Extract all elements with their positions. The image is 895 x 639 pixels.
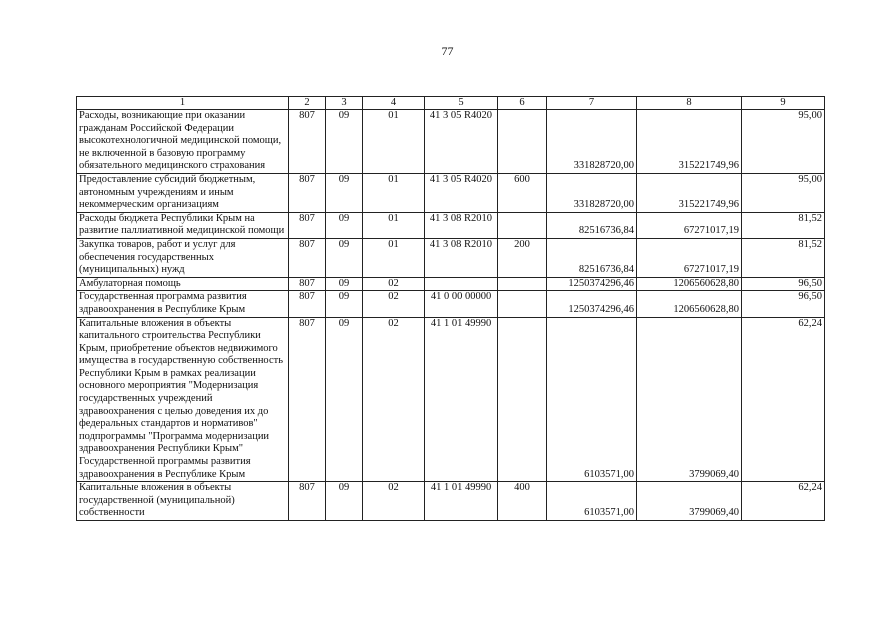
execution-percent: 81,52 [742,238,825,277]
column-header: 2 [289,97,326,110]
ministry-code: 807 [289,110,326,174]
section-code: 09 [326,238,363,277]
section-code: 09 [326,482,363,521]
section-code: 09 [326,173,363,212]
ministry-code: 807 [289,482,326,521]
target-article-code: 41 0 00 00000 [425,291,498,317]
page-number: 77 [441,44,454,58]
column-header: 5 [425,97,498,110]
executed-amount: 1206560628,80 [637,277,742,291]
row-name: Расходы бюджета Республики Крым на развитие паллиативной медицинской помощи [77,212,289,238]
budget-table [76,96,825,521]
column-header: 8 [637,97,742,110]
table-row [77,277,825,291]
table-row [77,291,825,317]
row-name: Расходы, возникающие при оказании гражданам Российской Федерации высокотехнологичной медицинской помощи, не включенной в базовую программу обязательного медицинского страхования [77,110,289,174]
expense-type-code [498,277,547,291]
section-code: 09 [326,317,363,482]
ministry-code: 807 [289,317,326,482]
executed-amount: 315221749,96 [637,173,742,212]
approved-amount: 331828720,00 [547,173,637,212]
column-header: 3 [326,97,363,110]
execution-percent: 95,00 [742,173,825,212]
executed-amount: 67271017,19 [637,212,742,238]
table-row [77,173,825,212]
expense-type-code: 600 [498,173,547,212]
table-row [77,110,825,174]
executed-amount: 315221749,96 [637,110,742,174]
target-article-code: 41 3 05 R4020 [425,173,498,212]
target-article-code: 41 1 01 49990 [425,317,498,482]
target-article-code [425,277,498,291]
column-header: 7 [547,97,637,110]
execution-percent: 81,52 [742,212,825,238]
approved-amount: 1250374296,46 [547,291,637,317]
subsection-code: 02 [363,277,425,291]
target-article-code: 41 3 08 R2010 [425,212,498,238]
ministry-code: 807 [289,277,326,291]
row-name: Государственная программа развития здравоохранения в Республике Крым [77,291,289,317]
table-row [77,317,825,482]
subsection-code: 01 [363,173,425,212]
execution-percent: 96,50 [742,277,825,291]
approved-amount: 331828720,00 [547,110,637,174]
executed-amount: 3799069,40 [637,482,742,521]
column-header: 1 [77,97,289,110]
row-name: Закупка товаров, работ и услуг для обеспечения государственных (муниципальных) нужд [77,238,289,277]
section-code: 09 [326,110,363,174]
subsection-code: 01 [363,212,425,238]
subsection-code: 02 [363,291,425,317]
execution-percent: 62,24 [742,482,825,521]
approved-amount: 6103571,00 [547,482,637,521]
section-code: 09 [326,277,363,291]
table-row [77,212,825,238]
ministry-code: 807 [289,238,326,277]
section-code: 09 [326,291,363,317]
row-name: Амбулаторная помощь [77,277,289,291]
executed-amount: 3799069,40 [637,317,742,482]
target-article-code: 41 3 08 R2010 [425,238,498,277]
execution-percent: 62,24 [742,317,825,482]
execution-percent: 96,50 [742,291,825,317]
subsection-code: 02 [363,317,425,482]
approved-amount: 82516736,84 [547,238,637,277]
approved-amount: 1250374296,46 [547,277,637,291]
approved-amount: 82516736,84 [547,212,637,238]
execution-percent: 95,00 [742,110,825,174]
expense-type-code [498,110,547,174]
subsection-code: 02 [363,482,425,521]
row-name: Капитальные вложения в объекты государственной (муниципальной) собственности [77,482,289,521]
executed-amount: 67271017,19 [637,238,742,277]
column-header: 9 [742,97,825,110]
header-row [77,97,825,110]
ministry-code: 807 [289,173,326,212]
target-article-code: 41 1 01 49990 [425,482,498,521]
ministry-code: 807 [289,212,326,238]
expense-type-code: 200 [498,238,547,277]
column-header: 6 [498,97,547,110]
section-code: 09 [326,212,363,238]
subsection-code: 01 [363,238,425,277]
approved-amount: 6103571,00 [547,317,637,482]
table-row [77,238,825,277]
expense-type-code [498,212,547,238]
expense-type-code: 400 [498,482,547,521]
expense-type-code [498,317,547,482]
row-name: Предоставление субсидий бюджетным, автономным учреждениям и иным некоммерческим организациям [77,173,289,212]
subsection-code: 01 [363,110,425,174]
row-name: Капитальные вложения в объекты капитального строительства Республики Крым, приобретение объектов недвижимого имущества в государственную собственность Республики Крым в рамках реализации основного мероприятия "Модернизация государственных учреждений здравоохранения с целью доведения их до федеральных стандартов и нормативов" подпрограммы "Программа модернизации здравоохранения Республики Крым" Государственной программы развития здравоохранения в Республике Крым [77,317,289,482]
ministry-code: 807 [289,291,326,317]
table-row [77,482,825,521]
expense-type-code [498,291,547,317]
executed-amount: 1206560628,80 [637,291,742,317]
column-header: 4 [363,97,425,110]
target-article-code: 41 3 05 R4020 [425,110,498,174]
